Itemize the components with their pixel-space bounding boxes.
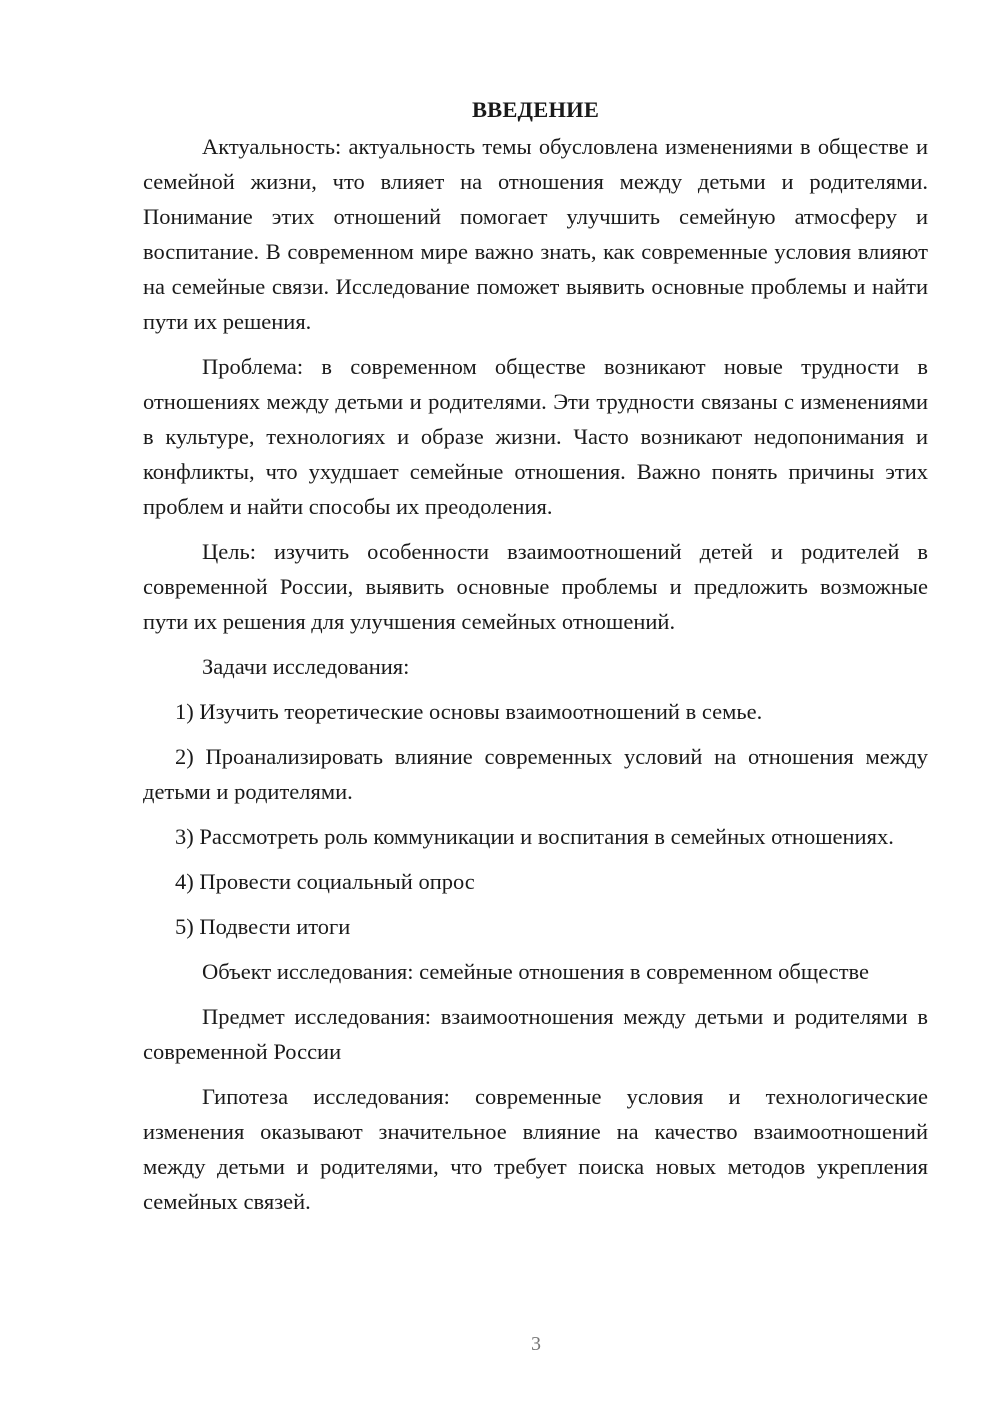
task-item-2: 2) Проанализировать влияние современных условий на отношения между детьми и родителями. — [143, 744, 928, 804]
task-item-3: 3) Рассмотреть роль коммуникации и воспитания в семейных отношениях. — [175, 824, 894, 849]
task-item-4: 4) Провести социальный опрос — [175, 869, 475, 894]
tasks-heading: Задачи исследования: — [202, 654, 410, 679]
paragraph-subject: Предмет исследования: взаимоотношения между детьми и родителями в современной России — [143, 1004, 928, 1064]
page-number: 3 — [531, 1333, 541, 1355]
document-page — [143, 92, 928, 1229]
paragraph-object: Объект исследования: семейные отношения в современном обществе — [202, 959, 870, 984]
page-title: ВВЕДЕНИЕ — [471, 97, 600, 122]
paragraph-goal: Цель: изучить особенности взаимоотношений детей и родителей в современной России, выявить основные проблемы и предложить возможные пути их решения для улучшения семейных отношений. — [143, 539, 928, 634]
task-item-1: 1) Изучить теоретические основы взаимоотношений в семье. — [175, 699, 763, 724]
paragraph-hypothesis: Гипотеза исследования: современные условия и технологические изменения оказывают значительное влияние на качество взаимоотношений между детьми и родителями, что требует поиска новых методов укрепления семейных связей. — [143, 1084, 928, 1214]
paragraph-problem: Проблема: в современном обществе возникают новые трудности в отношениях между детьми и родителями. Эти трудности связаны с изменениями в культуре, технологиях и образе жизни. Часто возникают недопонимания и конфликты, что ухудшает семейные отношения. Важно понять причины этих проблем и найти способы их преодоления. — [143, 354, 928, 519]
paragraph-relevance: Актуальность: актуальность темы обусловлена изменениями в обществе и семейной жизни, что влияет на отношения между детьми и родителями. Понимание этих отношений помогает улучшить семейную атмосферу и воспитание. В современном мире важно знать, как современные условия влияют на семейные связи. Исследование поможет выявить основные проблемы и найти пути их решения. — [143, 134, 928, 334]
task-item-5: 5) Подвести итоги — [175, 914, 351, 939]
